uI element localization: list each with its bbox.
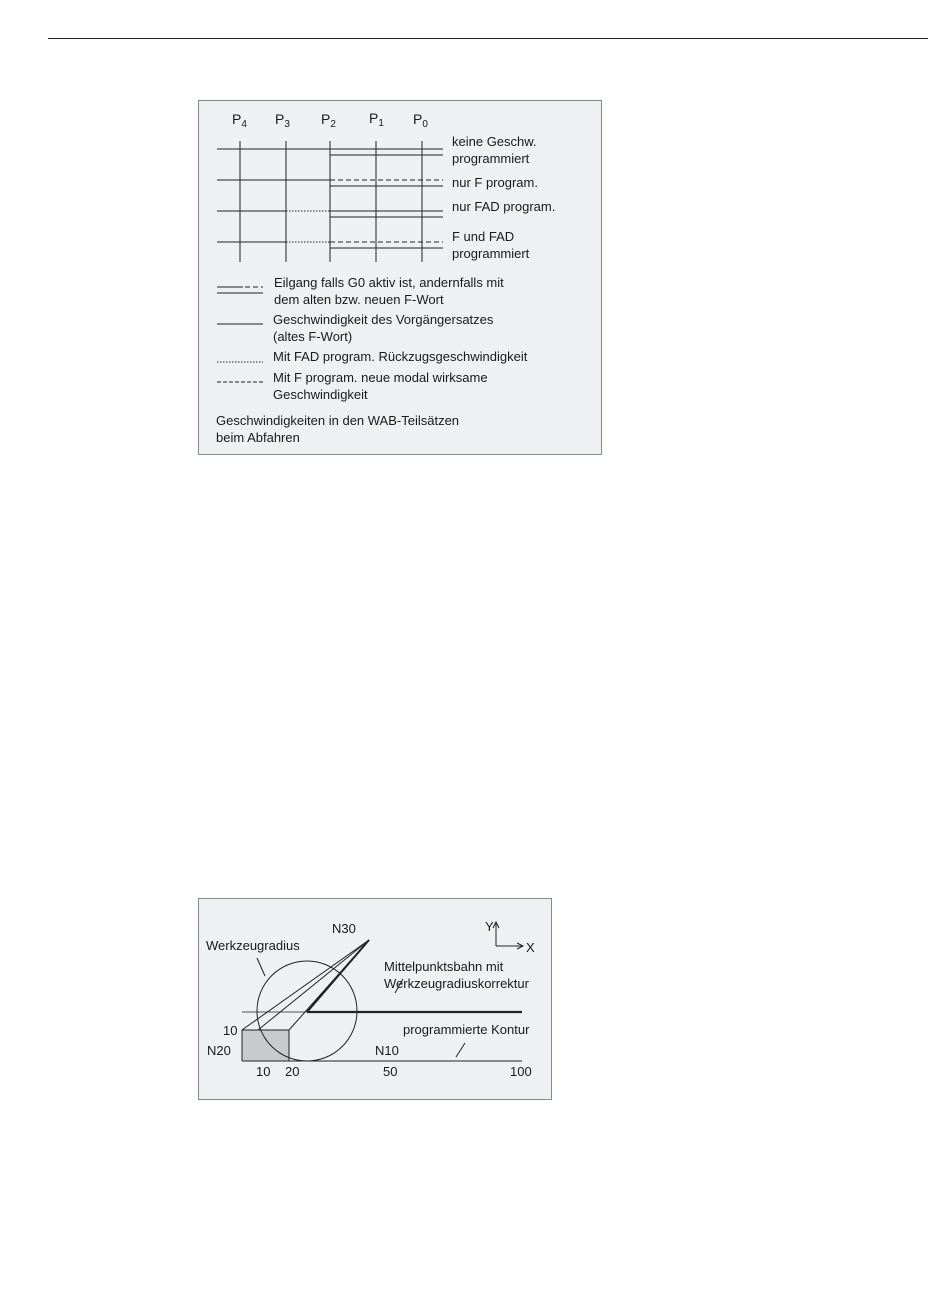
row4-label: F und FAD programmiert — [452, 229, 530, 261]
center-path-diagonal — [307, 940, 369, 1012]
tool-radius-label: Werkzeugradius — [206, 938, 300, 953]
leader-tool-radius — [257, 958, 265, 976]
x-tick-10: 10 — [256, 1064, 271, 1079]
n20-label: N20 — [207, 1043, 231, 1058]
n30-label: N30 — [332, 921, 356, 936]
radius-geometry — [199, 899, 553, 1101]
x-tick-20: 20 — [285, 1064, 300, 1079]
figure-feedrate-diagram — [198, 100, 602, 455]
row1-label: keine Geschw. programmiert — [452, 134, 537, 166]
point-label-p1: $P_1$ — [369, 110, 384, 129]
axis-y-label: Y — [485, 919, 494, 934]
point-label-p2: $P_2$ — [321, 111, 336, 130]
figure1-caption: Geschwindigkeiten in den WAB-Teilsätzen beim Abfahren — [216, 413, 460, 445]
header-rule — [48, 38, 928, 39]
point-label-p4: $P_4$ — [232, 111, 247, 130]
x-tick-100: 100 — [510, 1064, 532, 1079]
legend-item-previous: Geschwindigkeit des Vorgängersatzes (altes F-Wort) — [273, 312, 494, 344]
row3-label: nur FAD program. — [452, 199, 556, 214]
n10-label: N10 — [375, 1043, 399, 1058]
y-value-label: 10 — [223, 1023, 238, 1038]
legend-item-rapid: Eilgang falls G0 aktiv ist, andernfalls mit dem alten bzw. neuen F-Wort — [274, 275, 504, 307]
point-label-p0: $P_0$ — [413, 111, 428, 130]
legend-item-fad: Mit FAD program. Rückzugsgeschwindigkeit — [273, 349, 528, 364]
contour-label: programmierte Kontur — [403, 1022, 530, 1037]
legend-item-f: Mit F program. neue modal wirksame Geschwindigkeit — [273, 370, 488, 402]
leader-contour — [456, 1043, 465, 1057]
axis-x-label: X — [526, 940, 535, 955]
n20-shaded-area — [242, 1030, 289, 1061]
x-tick-50: 50 — [383, 1064, 398, 1079]
point-label-p3: $P_3$ — [275, 111, 290, 130]
center-path-label: Mittelpunktsbahn mit Werkzeugradiuskorrektur — [384, 959, 529, 991]
figure-radius-compensation — [198, 898, 552, 1100]
row2-label: nur F program. — [452, 175, 538, 190]
